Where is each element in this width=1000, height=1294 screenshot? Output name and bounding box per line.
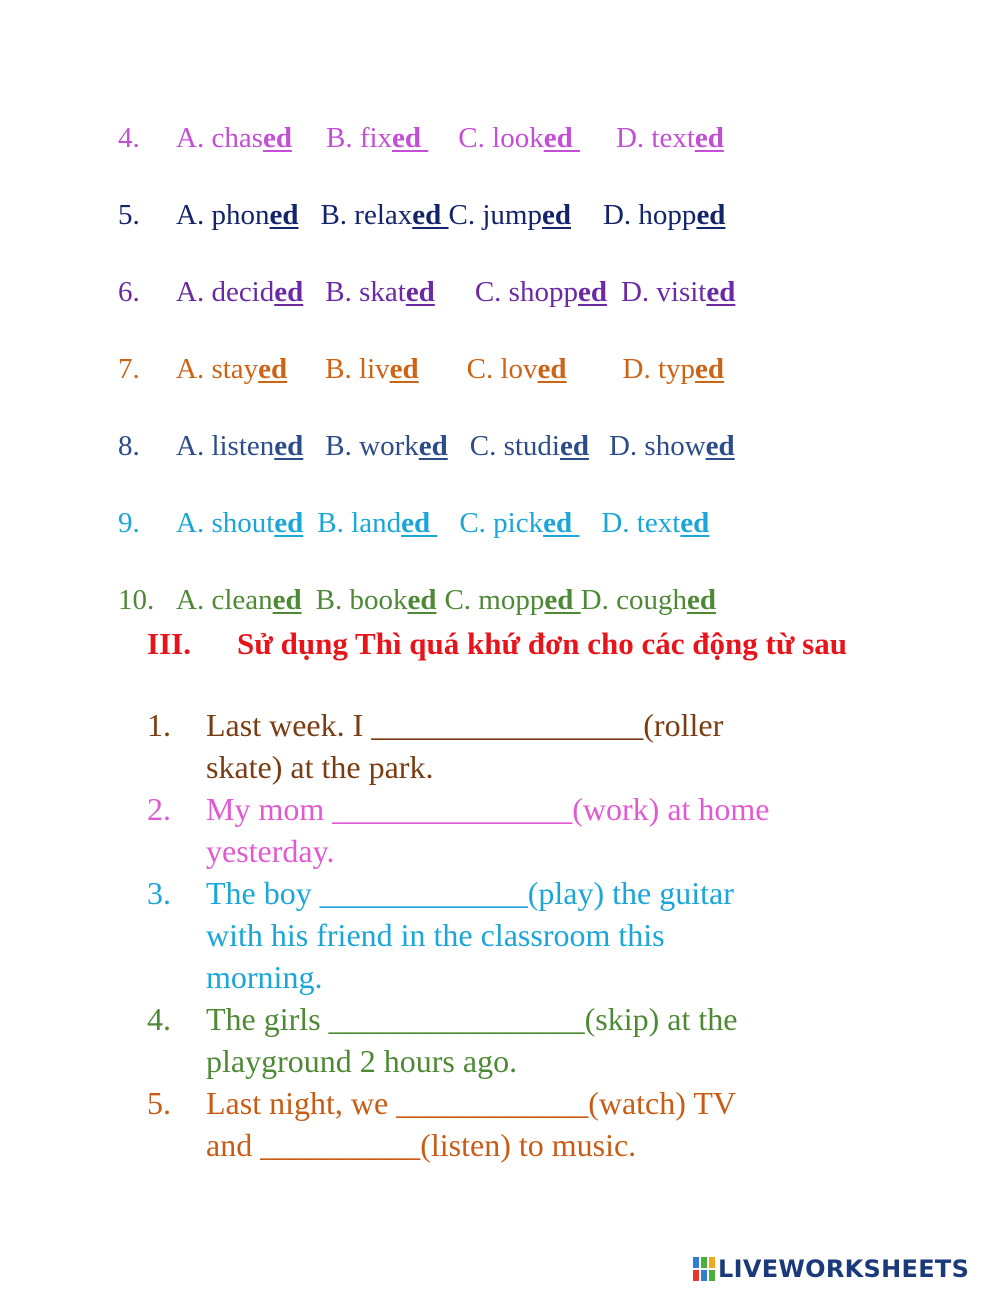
option-stem: D. show: [608, 430, 706, 462]
question-row: [118, 352, 724, 386]
answer-option: [176, 430, 303, 462]
answer-option: [317, 507, 437, 539]
exercise-text: [206, 998, 737, 1082]
answer-option: [325, 276, 435, 308]
option-suffix: ed: [577, 276, 607, 308]
option-suffix: ed: [274, 430, 304, 462]
exercise-text: [206, 704, 723, 788]
exercise-text: [206, 1082, 736, 1166]
option-suffix: ed: [258, 353, 288, 385]
answer-option: [616, 122, 724, 154]
answer-option: [320, 199, 448, 231]
exercise-line: My mom _______________(work) at home: [206, 791, 770, 827]
answer-option: [459, 507, 579, 539]
question-row: [118, 583, 716, 617]
option-stem: B. liv: [325, 353, 390, 385]
exercise-line: skate) at the park.: [206, 749, 434, 785]
option-stem: C. studi: [469, 430, 560, 462]
option-stem: B. book: [315, 584, 408, 616]
section-number: III.: [147, 626, 191, 661]
exercise-number: 2.: [147, 791, 171, 827]
answer-option: [176, 122, 292, 154]
option-stem: D. hopp: [602, 199, 697, 231]
liveworksheets-logo: [693, 1255, 969, 1283]
option-suffix: ed: [537, 353, 567, 385]
exercise-line: with his friend in the classroom this: [206, 917, 665, 953]
option-stem: D. text: [615, 122, 695, 154]
option-suffix: ed: [401, 507, 438, 539]
option-stem: A. decid: [176, 276, 275, 308]
option-stem: D. visit: [620, 276, 707, 308]
question-row: [118, 275, 735, 309]
answer-option: [326, 122, 428, 154]
option-stem: B. relax: [320, 199, 413, 231]
exercise-text: [206, 788, 770, 872]
question-number: 7.: [118, 353, 140, 385]
answer-option: [176, 276, 303, 308]
answer-option: [475, 276, 607, 308]
option-suffix: ed: [262, 122, 292, 154]
option-stem: C. pick: [459, 507, 544, 539]
answer-option: [325, 430, 447, 462]
exercise-text: [206, 872, 734, 998]
answer-option: [176, 199, 298, 231]
option-suffix: ed: [541, 199, 571, 231]
answer-option: [176, 584, 302, 616]
exercise-line: yesterday.: [206, 833, 335, 869]
logo-text: LIVEWORKSHEETS: [718, 1255, 970, 1283]
question-row: [118, 121, 724, 155]
exercise-number: 3.: [147, 875, 171, 911]
option-stem: A. phon: [176, 199, 270, 231]
option-stem: A. listen: [176, 430, 275, 462]
question-number: 10.: [118, 584, 155, 616]
option-suffix: ed: [695, 353, 725, 385]
exercise-number: 4.: [147, 1001, 171, 1037]
answer-option: [325, 353, 418, 385]
option-stem: A. clean: [176, 584, 273, 616]
option-stem: C. lov: [466, 353, 538, 385]
option-stem: C. shopp: [474, 276, 578, 308]
answer-option: [601, 507, 709, 539]
answer-option: [581, 584, 716, 616]
question-row: [118, 506, 709, 540]
liveworksheets-logo-icon: [693, 1257, 715, 1281]
answer-option: [176, 353, 287, 385]
answer-option: [609, 430, 735, 462]
option-stem: B. work: [325, 430, 419, 462]
answer-option: [470, 430, 589, 462]
question-number: 6.: [118, 276, 140, 308]
option-suffix: ed: [680, 507, 710, 539]
option-stem: A. chas: [176, 122, 263, 154]
answer-option: [603, 199, 725, 231]
option-stem: A. stay: [176, 353, 259, 385]
exercise-number: 1.: [147, 707, 171, 743]
option-suffix: ed: [696, 199, 726, 231]
exercise-line: playground 2 hours ago.: [206, 1043, 518, 1079]
question-number: 4.: [118, 122, 140, 154]
option-stem: C. mopp: [444, 584, 545, 616]
option-suffix: ed: [418, 430, 448, 462]
option-suffix: ed: [274, 507, 304, 539]
option-suffix: ed: [412, 199, 449, 231]
question-number: 9.: [118, 507, 140, 539]
option-suffix: ed: [694, 122, 724, 154]
answer-option: [316, 584, 437, 616]
exercise-line: The girls ________________(skip) at the: [206, 1001, 738, 1037]
option-suffix: ed: [392, 122, 429, 154]
exercise-line: morning.: [206, 959, 323, 995]
option-suffix: ed: [272, 584, 302, 616]
exercise-line: Last night, we ____________(watch) TV: [206, 1085, 736, 1121]
exercise-line: Last week. I _________________(roller: [206, 707, 724, 743]
option-suffix: ed: [407, 584, 437, 616]
option-stem: D. typ: [622, 353, 696, 385]
option-stem: C. jump: [448, 199, 542, 231]
option-stem: B. skat: [325, 276, 406, 308]
option-suffix: ed: [389, 353, 419, 385]
exercise-line: The boy _____________(play) the guitar: [206, 875, 734, 911]
option-stem: C. look: [458, 122, 544, 154]
option-suffix: ed: [706, 276, 736, 308]
question-number: 8.: [118, 430, 140, 462]
option-suffix: ed: [274, 276, 304, 308]
option-stem: D. text: [601, 507, 681, 539]
answer-option: [458, 122, 580, 154]
option-suffix: ed: [405, 276, 435, 308]
option-stem: B. fix: [325, 122, 393, 154]
question-number: 5.: [118, 199, 140, 231]
option-suffix: ed: [269, 199, 299, 231]
option-stem: D. cough: [580, 584, 687, 616]
answer-option: [621, 276, 735, 308]
answer-option: [444, 584, 580, 616]
option-stem: B. land: [317, 507, 402, 539]
question-row: [118, 198, 725, 232]
option-suffix: ed: [686, 584, 716, 616]
option-suffix: ed: [705, 430, 735, 462]
option-suffix: ed: [559, 430, 589, 462]
option-suffix: ed: [544, 584, 581, 616]
section-title: Sử dụng Thì quá khứ đơn cho các động từ sau: [237, 626, 847, 661]
option-suffix: ed: [543, 122, 580, 154]
option-stem: A. shout: [176, 507, 275, 539]
option-suffix: ed: [543, 507, 580, 539]
question-row: [118, 429, 735, 463]
answer-option: [623, 353, 725, 385]
answer-option: [176, 507, 303, 539]
exercise-line: and __________(listen) to music.: [206, 1127, 637, 1163]
answer-option: [449, 199, 571, 231]
exercise-number: 5.: [147, 1085, 171, 1121]
answer-option: [467, 353, 567, 385]
